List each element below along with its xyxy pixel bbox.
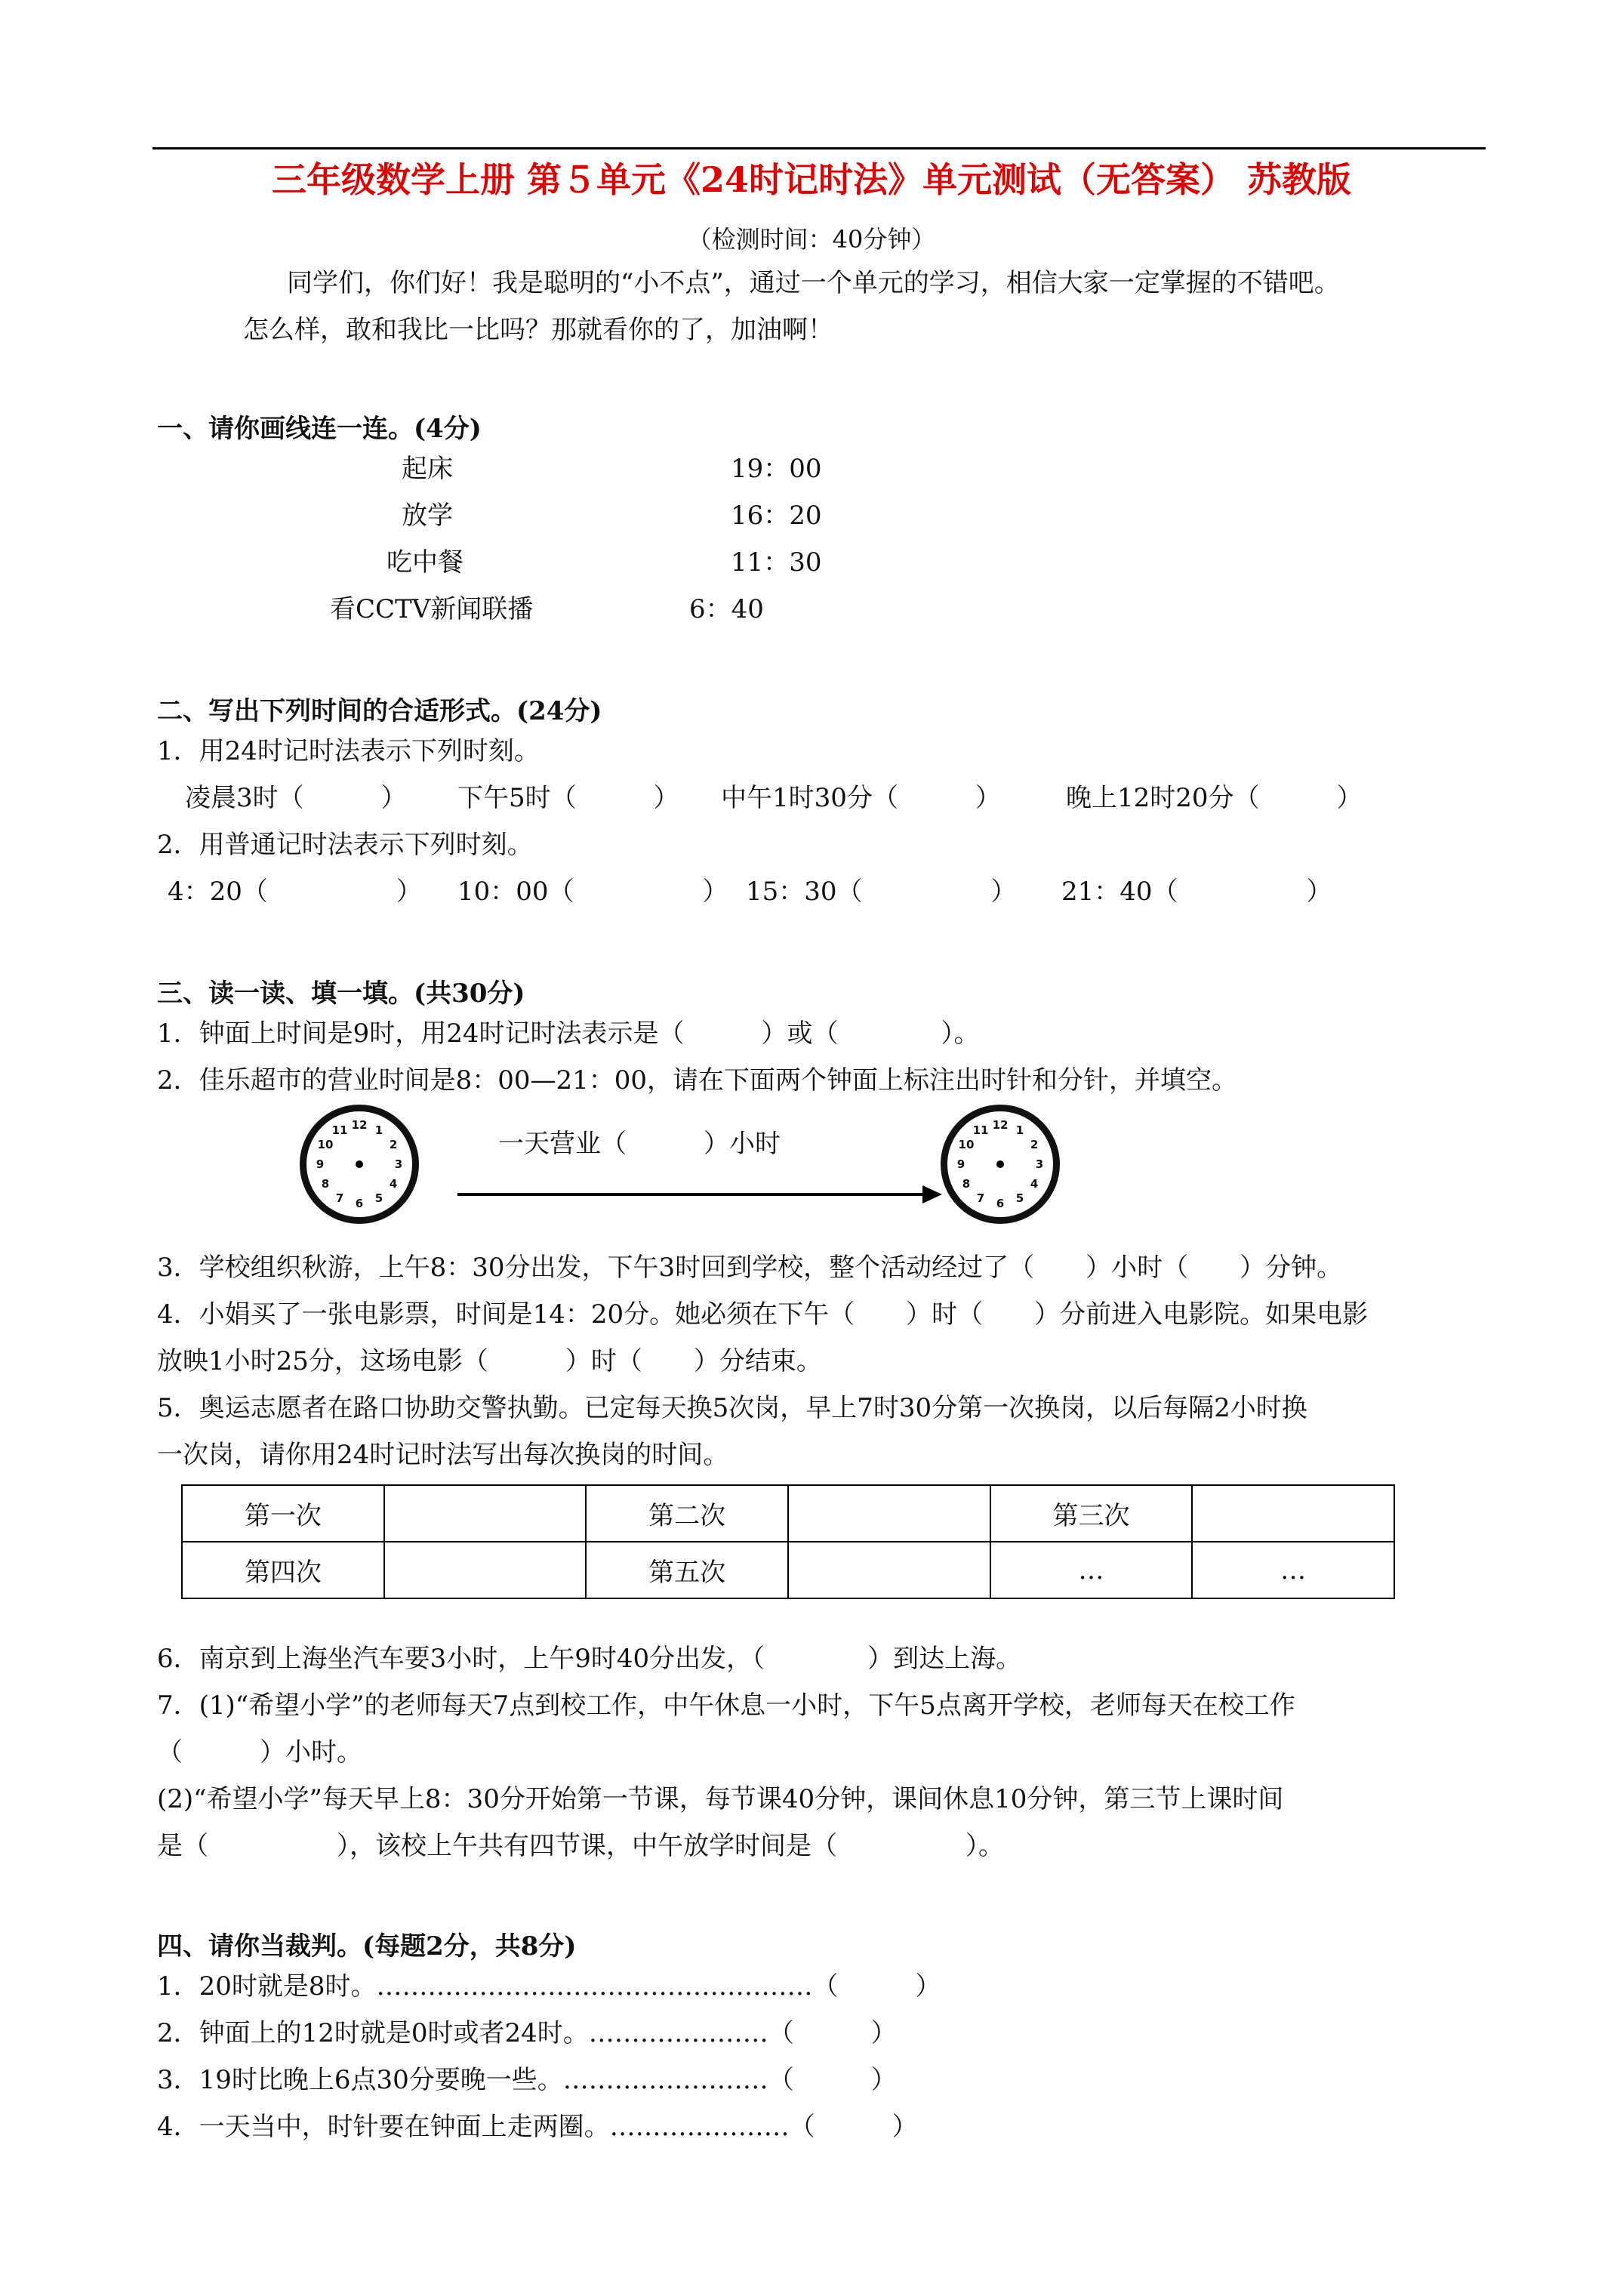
table-cell: …	[1192, 1542, 1394, 1598]
section3-q4-line2: 放映1小时25分，这场电影（ ）时（ ）分结束。	[157, 1346, 822, 1376]
clock-numeral: 11	[331, 1123, 348, 1137]
section2-q1-item-4: 晚上12时20分（ ）	[1066, 783, 1363, 813]
clock-numeral: 12	[992, 1118, 1009, 1132]
clock-numeral: 8	[321, 1177, 330, 1191]
clock-center	[356, 1160, 363, 1168]
section3-q3: 3．学校组织秋游，上午8：30分出发，下午3时回到学校，整个活动经过了（ ）小时（ ）分钟。	[157, 1253, 1343, 1283]
section2-q2-item-1: 4：20（ ）	[168, 877, 422, 907]
shift-table	[181, 1484, 1395, 1599]
match-left-2: 放学	[402, 501, 453, 531]
table-cell[interactable]	[384, 1542, 587, 1598]
section2-q1-item-3: 中午1时30分（ ）	[721, 783, 1001, 813]
match-left-1: 起床	[402, 454, 453, 484]
judge-item-3: 3．19时比晚上6点30分要晚一些。……………………（ ）	[157, 2065, 897, 2095]
clock-numeral: 7	[335, 1191, 344, 1206]
section2-q2-item-4: 21：40（ ）	[1061, 877, 1332, 907]
table-cell[interactable]	[788, 1542, 990, 1598]
clock-numeral: 1	[1015, 1123, 1024, 1137]
arrow-head-icon	[922, 1185, 942, 1203]
match-right-4: 6：40	[689, 594, 764, 624]
section2-q2: 2．用普通记时法表示下列时刻。	[157, 830, 533, 860]
arrow-line	[457, 1193, 925, 1196]
table-row	[182, 1542, 1394, 1598]
section2-q1-item-1: 凌晨3时（ ）	[185, 783, 407, 813]
clock-close	[941, 1105, 1060, 1224]
page-title: 三年级数学上册 第５单元《24时记时法》单元测试（无答案） 苏教版	[271, 159, 1352, 200]
section3-q1: 1．钟面上时间是9时，用24时记时法表示是（ ）或（ ）。	[157, 1019, 980, 1049]
clock-numeral: 11	[972, 1123, 989, 1137]
table-cell: 第二次	[586, 1485, 788, 1542]
clock-numeral: 6	[996, 1197, 1005, 1210]
clock-numeral: 4	[1030, 1177, 1039, 1191]
page-subtitle: （检测时间：40分钟）	[687, 225, 936, 254]
clock-open	[300, 1105, 419, 1224]
section3-q6: 6．南京到上海坐汽车要3小时，上午9时40分出发，（ ）到达上海。	[157, 1644, 1022, 1674]
section3-q7-line1: 7．(1)“希望小学”的老师每天7点到校工作，中午休息一小时，下午5点离开学校，老师每天在校工作	[157, 1690, 1295, 1721]
judge-item-2: 2．钟面上的12时就是0时或者24时。…………………（ ）	[157, 2018, 897, 2048]
table-row	[182, 1485, 1394, 1542]
section3-q7-line3: (2)“希望小学”每天早上8：30分开始第一节课，每节课40分钟，课间休息10分钟，第三节上课时间	[157, 1784, 1284, 1814]
section2-q1: 1．用24时记时法表示下列时刻。	[157, 736, 540, 766]
clock-numeral: 10	[958, 1138, 975, 1151]
match-right-3: 11：30	[731, 547, 822, 578]
clock-numeral: 7	[976, 1191, 985, 1206]
table-cell: 第一次	[182, 1485, 384, 1542]
top-rule	[152, 147, 1486, 149]
match-right-2: 16：20	[731, 501, 822, 531]
intro-line-1: 同学们，你们好！我是聪明的“小不点”，通过一个单元的学习，相信大家一定掌握的不错吧。	[287, 268, 1340, 298]
clock-numeral: 6	[355, 1197, 364, 1210]
table-cell: 第三次	[990, 1485, 1193, 1542]
clock-numeral: 5	[374, 1191, 383, 1206]
clock-numeral: 12	[351, 1118, 368, 1132]
table-cell[interactable]	[384, 1485, 587, 1542]
clock-numeral: 3	[1035, 1157, 1044, 1171]
match-right-1: 19：00	[731, 454, 822, 484]
section2-heading: 二、写出下列时间的合适形式。(24分)	[157, 696, 602, 726]
judge-item-4: 4．一天当中，时针要在钟面上走两圈。…………………（ ）	[157, 2112, 918, 2142]
clock-center	[996, 1160, 1004, 1168]
section3-heading: 三、读一读、填一填。(共30分)	[157, 978, 525, 1009]
match-left-4: 看CCTV新闻联播	[330, 594, 534, 624]
arrow-text: 一天营业（ ）小时	[498, 1129, 781, 1159]
clock-numeral: 3	[394, 1157, 403, 1171]
section3-q5-line1: 5．奥运志愿者在路口协助交警执勤。已定每天换5次岗，早上7时30分第一次换岗，以后每隔2小时换	[157, 1393, 1307, 1423]
table-cell[interactable]	[1192, 1485, 1394, 1542]
section3-q7-line2: （ ）小时。	[157, 1737, 362, 1767]
section2-q2-item-2: 10：00（ ）	[457, 877, 728, 907]
judge-item-1: 1．20时就是8时。……………………………………………（ ）	[157, 1971, 941, 2002]
section1-heading: 一、请你画线连一连。(4分)	[157, 414, 482, 444]
section2-q1-item-2: 下午5时（ ）	[457, 783, 679, 813]
clock-numeral: 1	[374, 1123, 383, 1137]
table-cell: …	[990, 1542, 1193, 1598]
clock-numeral: 9	[316, 1157, 325, 1171]
section3-q7-line4: 是（ ），该校上午共有四节课，中午放学时间是（ ）。	[157, 1831, 1004, 1861]
clock-numeral: 10	[317, 1138, 334, 1151]
table-cell: 第五次	[586, 1542, 788, 1598]
clock-numeral: 2	[389, 1138, 398, 1151]
section3-q2: 2．佳乐超市的营业时间是8：00—21：00，请在下面两个钟面上标注出时针和分针，并填空。	[157, 1065, 1238, 1096]
section3-q5-line2: 一次岗，请你用24时记时法写出每次换岗的时间。	[157, 1440, 729, 1470]
section4-heading: 四、请你当裁判。(每题2分，共8分)	[157, 1931, 577, 1962]
section2-q2-item-3: 15：30（ ）	[746, 877, 1017, 907]
clock-numeral: 4	[389, 1177, 398, 1191]
match-left-3: 吃中餐	[387, 547, 463, 578]
table-cell: 第四次	[182, 1542, 384, 1598]
intro-line-2: 怎么样，敢和我比一比吗？那就看你的了，加油啊！	[243, 315, 833, 345]
section3-q4-line1: 4．小娟买了一张电影票，时间是14：20分。她必须在下午（ ）时（ ）分前进入电影院。如果电影	[157, 1299, 1369, 1330]
table-cell[interactable]	[788, 1485, 990, 1542]
clock-numeral: 5	[1015, 1191, 1024, 1206]
clock-numeral: 9	[956, 1157, 965, 1171]
clock-numeral: 2	[1030, 1138, 1039, 1151]
clock-numeral: 8	[962, 1177, 971, 1191]
